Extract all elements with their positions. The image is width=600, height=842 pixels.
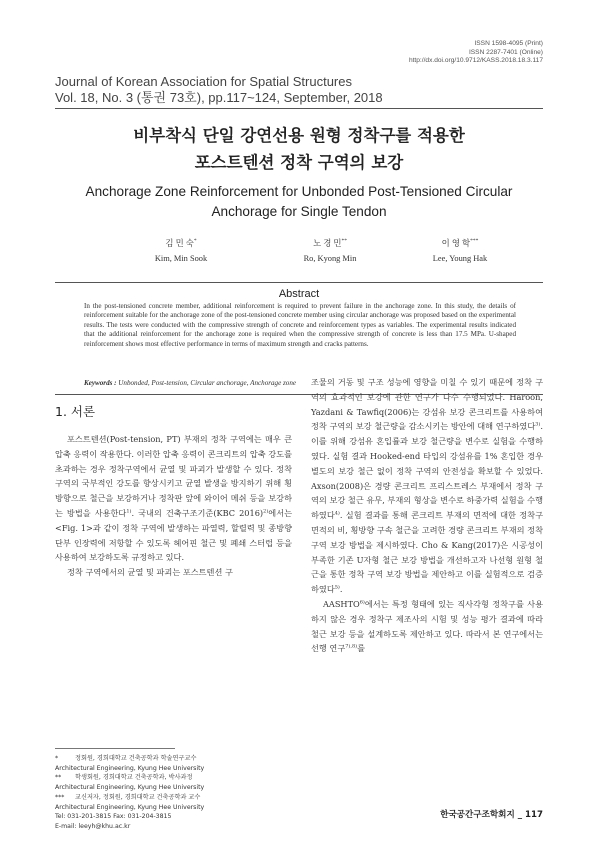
korean-title [55, 122, 543, 176]
korean-title-line1: 비부착식 단일 강연선용 원형 정착구를 적용한 [133, 126, 465, 145]
keywords-label: Keywords : [84, 379, 117, 387]
author-1 [101, 234, 261, 266]
ref-7-8: 7),8) [345, 643, 358, 650]
korean-title-line2: 포스트텐션 정착 구역의 보강 [194, 153, 404, 172]
right-p2-c: 를 [357, 643, 366, 654]
author-2-mark: ** [341, 238, 347, 244]
ref-3: 3) [535, 421, 541, 428]
abstract-top-rule [55, 282, 543, 283]
english-title-line1: Anchorage Zone Reinforcement for Unbonded Post-Tensioned Circular [85, 184, 513, 199]
footnote-1-line1: 정회원, 경희대학교 건축공학과 학술연구교수 [75, 755, 197, 762]
ref-4: 4) [334, 510, 340, 517]
ref-2: 2) [263, 508, 269, 515]
keywords [84, 379, 296, 387]
right-p2-b: 에서는 특정 형태에 있는 직사각형 정착구를 사용하지 않은 경우 정착구 제조사의 시험 및 성능 평가 결과에 따라 철근 보강 등을 설계하도록 제안하고 있다. 따라서 본 연구에서는 선행 연구 [311, 598, 543, 654]
author-3-en: Lee, Young Hak [432, 253, 488, 263]
ref-6: 6) [359, 599, 365, 606]
journal-info [55, 74, 383, 106]
right-p1-c: . 실험 결과를 통해 콘크리트 부재의 면적에 대한 정착구 면적의 비, 횡방향 구속 철근을 고려한 경량 콘크리트 부재의 정착 구역 보강 방법을 제시하였다. Cho & Kang(2017)은 시공성이 부족한 기존 U자형 철근 보강 방법을 개선하고자 나선형 원형 철근을 통한 정착 구역 보강 방법을 제안하고 이를 실험적으로 검증하였다 [311, 510, 543, 595]
footnote-2 [55, 773, 292, 783]
footnote-2-mark: ** [55, 774, 62, 782]
footnote-3-mark: *** [55, 793, 65, 801]
contact-tel-fax: Tel: 031-201-3815 Fax: 031-204-3815 [55, 813, 172, 821]
author-3-mark: *** [470, 238, 479, 244]
footnote-2-line2: Architectural Engineering, Kyung Hee University [55, 784, 205, 792]
keywords-list: Unbonded, Post-tension, Circular anchorage, Anchorage zone [118, 379, 297, 387]
abstract-heading: Abstract [278, 288, 320, 300]
issn-online: ISSN 2287-7401 (Online) [468, 48, 543, 56]
ref-5: 5) [334, 584, 340, 591]
author-1-ko: 김 민 숙 [165, 238, 194, 248]
doi-link[interactable]: http://dx.doi.org/10.9712/KASS.2018.18.3.117 [408, 57, 543, 65]
ref-1: 1) [126, 508, 132, 515]
left-paragraph-2: 정착 구역에서의 균열 및 파괴는 포스트텐션 구 [67, 567, 233, 578]
right-paragraph-2 [311, 597, 543, 656]
section-title: 1. 서론 [55, 404, 96, 419]
page-footer: 한국공간구조학회지 _ 117 [440, 810, 543, 820]
author-1-mark: * [193, 238, 197, 244]
author-3-ko: 이 영 학 [441, 238, 471, 248]
header-rule [55, 108, 543, 109]
left-p1-a: 포스트텐션(Post-tension, PT) 부재의 정착 구역에는 매우 큰 압축 응력이 작용한다. 이러한 압축 응력이 콘크리트의 압축 강도를 초과하는 경우 정착구역에서 균열 및 파괴가 발생할 수 있다. 정착 구역의 국부적인 강도를 향상시키고 균열 발생을 방지하기 위해 횡방향으로 철근을 보강하거나 정착판 앞에 와이어 메쉬 등을 보강하는 방법을 사용한다 [55, 434, 292, 518]
author-1-en: Kim, Min Sook [154, 253, 208, 263]
right-column [311, 375, 543, 656]
left-column [55, 432, 292, 580]
english-title-line2: Anchorage for Single Tendon [211, 204, 387, 219]
author-2-en: Ro, Kyong Min [303, 253, 357, 263]
footnote-2-line1: 학생회원, 경희대학교 건축공학과, 박사과정 [75, 774, 193, 782]
journal-name: Journal of Korean Association for Spatial Structures [55, 74, 352, 89]
left-p1-b: . 국내의 건축구조기준(KBC 2016) [131, 507, 264, 518]
footnote-1-line2: Architectural Engineering, Kyung Hee University [55, 764, 205, 772]
footnote-3 [55, 793, 292, 803]
right-p1-b: . 이를 위해 강섬유 혼입률과 보강 철근량을 변수로 실험을 수행하였다. 실험 결과 Hooked-end 타입의 강섬유를 1% 혼입한 경우 별도의 보강 철근 없이 정착 구역의 안전성을 확보할 수 있었다. Axson(2008)은 경량 콘크리트 프리스트레스 부재에서 정착 구역의 보강 철근 유무, 부재의 형상을 변수로 하중가력 실험을 수행하였다 [311, 421, 543, 521]
volume-line: Vol. 18, No. 3 (통권 73호), pp.117~124, September, 2018 [55, 90, 383, 105]
right-p1-a: 조물의 거동 및 구조 성능에 영향을 미칠 수 있기 때문에 정착 구역의 효과적인 보강에 관한 연구가 다수 수행되었다. Haroon, Yazdani & Tawfiq(2006)는 강섬유 보강 콘크리트를 사용하여 정착 구역의 보강 철근량을 감소시키는 방안에 대해 연구하였다 [311, 377, 543, 432]
footnote-rule [55, 748, 175, 749]
abstract-text: In the post-tensioned concrete member, additional reinforcement is required to prevent failure in the anchorage zone. In this study, the details of reinforcement suitable for the anchorage zone of the post-tensioned concrete member using circular anchorage was proposed based on the experimental results. The tests were conducted with the compressive strength of concrete and reinforcement types as variables. The experimental results indicated that the additional reinforcement for the anchorage zone is required when the compressive strength of concrete is less than 17.5 MPa. U-shaped reinforcement shows most effective performance in terms of maximum strength and cracks patterns. [84, 302, 516, 348]
issn-print: ISSN 1598-4095 (Print) [474, 40, 543, 47]
footnote-1 [55, 754, 292, 764]
contact-email[interactable]: E-mail: leeyh@khu.ac.kr [55, 822, 131, 830]
author-3 [380, 234, 540, 266]
footnote-3-line1: 교신저자, 정회원, 경희대학교 건축공학과 교수 [75, 793, 201, 801]
english-title [55, 182, 543, 222]
issn-block [409, 40, 543, 66]
left-p1-c: 에서는 <Fig. 1>과 같이 정착 구역에 발생하는 파열력, 할렬력 및 종방향 단부 인장력에 저항할 수 있도록 헤어핀 철근 및 폐쇄 스터럽 등을 사용하여 보강하도록 규정하고 있다. [55, 507, 293, 563]
footnote-1-mark: * [55, 755, 59, 762]
right-paragraph-1 [311, 375, 543, 597]
left-paragraph-1 [55, 432, 292, 565]
footnotes [55, 754, 292, 832]
author-2-ko: 노 경 민 [313, 238, 342, 248]
footnote-3-line2: Architectural Engineering, Kyung Hee University [55, 803, 205, 811]
right-p2-a: AASHTO [323, 598, 360, 609]
right-p1-d: . [339, 584, 343, 595]
